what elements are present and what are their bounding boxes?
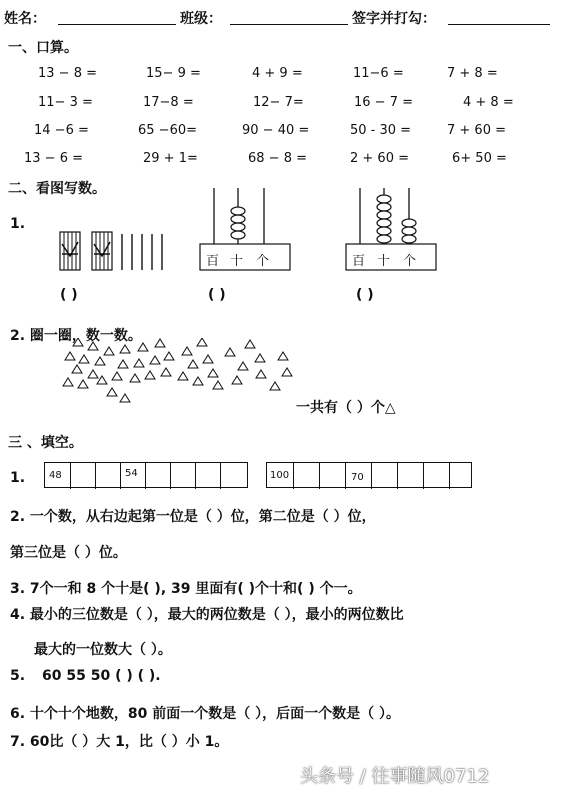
question-text: 6. 十个十个地数，80 前面一个数是（ ），后面一个数是（ ）。 <box>10 706 401 722</box>
triangles-figure <box>60 338 300 408</box>
box-divider <box>423 463 424 489</box>
abacus-label-ones: 个 <box>403 254 417 269</box>
answer-blank[interactable]: ( ) <box>208 287 226 303</box>
box-divider <box>371 463 372 489</box>
box-divider <box>70 463 71 489</box>
calc-item: 17−8 = <box>143 95 194 110</box>
box-divider <box>319 463 320 489</box>
box-divider <box>397 463 398 489</box>
number-boxes-1 <box>44 462 248 488</box>
box-value: 70 <box>351 472 364 483</box>
box-divider <box>145 463 146 489</box>
calc-item: 2 + 60 = <box>350 151 409 166</box>
watermark: 头条号 / 往事随风0712 <box>300 766 490 787</box>
calc-item: 13 − 8 = <box>38 66 97 81</box>
box-divider <box>293 463 294 489</box>
question-text: 4. 最小的三位数是（ ），最大的两位数是（ ），最小的两位数比 <box>10 607 404 623</box>
answer-blank[interactable]: ( ) <box>60 287 78 303</box>
question-text: 3. 7个一和 8 个十是( ), 39 里面有( )个十和( ) 个一。 <box>10 581 362 597</box>
number-boxes-2 <box>266 462 472 488</box>
calc-item: 4 + 9 = <box>252 66 303 81</box>
section2-title: 二、看图写数。 <box>8 181 106 197</box>
name-blank[interactable] <box>58 24 176 25</box>
box-divider <box>345 463 346 489</box>
triangle-total-text: 一共有（ ）个△ <box>296 400 396 416</box>
calc-item: 29 + 1= <box>143 151 198 166</box>
abacus-label-hundreds: 百 <box>206 254 220 269</box>
box-value: 54 <box>125 468 138 479</box>
box-value: 100 <box>270 470 290 481</box>
abacus-label-ones: 个 <box>256 254 270 269</box>
stick-bundles-figure <box>58 230 178 272</box>
box-divider <box>95 463 96 489</box>
sign-label: 签字并打勾： <box>352 11 436 27</box>
question-number: 5. <box>10 668 26 684</box>
section3-title: 三 、填空。 <box>8 435 83 451</box>
calc-item: 12− 7= <box>253 95 304 110</box>
question-number: 1. <box>10 216 26 232</box>
box-divider <box>449 463 450 489</box>
calc-item: 4 + 8 = <box>463 95 514 110</box>
calc-item: 50 - 30 = <box>350 123 412 138</box>
calc-item: 65 −60= <box>138 123 198 138</box>
sign-blank[interactable] <box>448 24 550 25</box>
calc-item: 90 − 40 = <box>242 123 310 138</box>
class-label: 班级： <box>180 11 222 27</box>
calc-item: 6+ 50 = <box>452 151 507 166</box>
stick-bundle-icon <box>60 232 80 270</box>
calc-item: 15− 9 = <box>146 66 201 81</box>
calc-item: 11−6 = <box>353 66 404 81</box>
abacus-label-tens: 十 <box>230 254 244 269</box>
question-text: 2. 圈一圈，数一数。 <box>10 328 142 344</box>
calc-item: 68 − 8 = <box>248 151 307 166</box>
question-number: 1. <box>10 470 26 486</box>
box-divider <box>220 463 221 489</box>
stick-bundle-icon <box>92 232 112 270</box>
calc-item: 11− 3 = <box>38 95 93 110</box>
box-divider <box>170 463 171 489</box>
class-blank[interactable] <box>230 24 348 25</box>
question-text: 第三位是（ ）位。 <box>10 545 127 561</box>
section1-title: 一、口算。 <box>8 40 78 56</box>
abacus-label-hundreds: 百 <box>352 254 366 269</box>
single-sticks-icon <box>122 234 162 270</box>
question-text: 2. 一个数，从右边起第一位是（ ）位，第二位是（ ）位， <box>10 509 376 525</box>
question-text: 7. 60比（ ）大 1，比（ ）小 1。 <box>10 734 229 750</box>
question-text: 60 55 50 ( ) ( ). <box>42 668 161 684</box>
question-text: 最大的一位数大（ ）。 <box>34 642 172 658</box>
calc-item: 13 − 6 = <box>24 151 83 166</box>
calc-item: 14 −6 = <box>34 123 89 138</box>
calc-item: 7 + 8 = <box>447 66 498 81</box>
calc-item: 7 + 60 = <box>447 123 506 138</box>
calc-item: 16 − 7 = <box>354 95 413 110</box>
answer-blank[interactable]: ( ) <box>356 287 374 303</box>
box-value: 48 <box>49 470 62 481</box>
name-label: 姓名： <box>4 11 46 27</box>
box-divider <box>195 463 196 489</box>
box-divider <box>120 463 121 489</box>
abacus-label-tens: 十 <box>377 254 391 269</box>
